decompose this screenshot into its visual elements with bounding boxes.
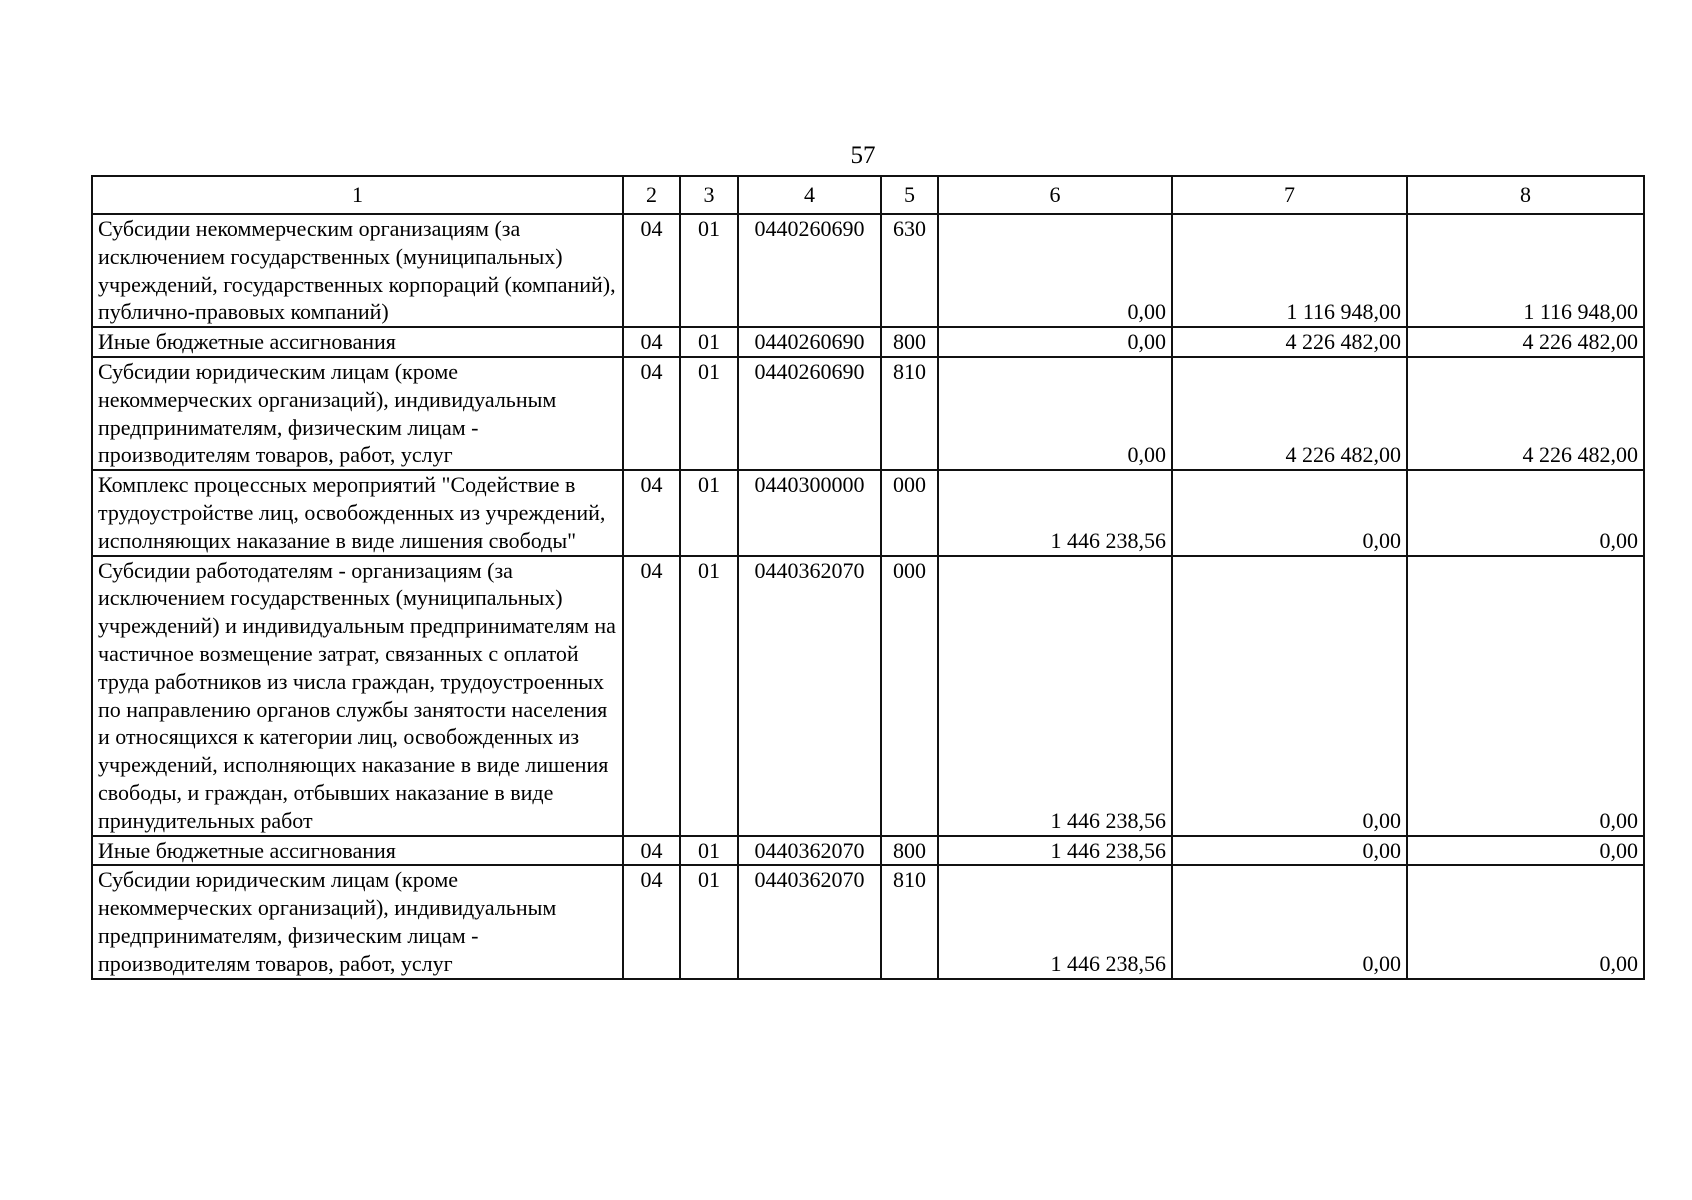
section-code: 01 — [680, 357, 738, 470]
amount-col8: 4 226 482,00 — [1407, 327, 1644, 357]
amount-col8: 0,00 — [1407, 836, 1644, 866]
amount-col8: 1 116 948,00 — [1407, 214, 1644, 327]
column-header-3: 3 — [680, 176, 738, 214]
row-name: Иные бюджетные ассигнования — [92, 327, 623, 357]
row-name: Субсидии юридическим лицам (кроме некоммерческих организаций), индивидуальным предпринимателям, физическим лицам - производителям товаров, работ, услуг — [92, 865, 623, 978]
expense-type-code: 000 — [881, 470, 938, 555]
row-name: Субсидии некоммерческим организациям (за исключением государственных (муниципальных) учреждений, государственных корпораций (компаний), публично-правовых компаний) — [92, 214, 623, 327]
ministry-code: 04 — [623, 327, 680, 357]
amount-col7: 4 226 482,00 — [1172, 357, 1407, 470]
ministry-code: 04 — [623, 470, 680, 555]
row-name: Комплекс процессных мероприятий "Содействие в трудоустройстве лиц, освобожденных из учреждений, исполняющих наказание в виде лишения свободы" — [92, 470, 623, 555]
target-article-code: 0440362070 — [738, 836, 881, 866]
amount-col7: 4 226 482,00 — [1172, 327, 1407, 357]
column-header-7: 7 — [1172, 176, 1407, 214]
amount-col6: 1 446 238,56 — [938, 470, 1172, 555]
target-article-code: 0440260690 — [738, 327, 881, 357]
table-row — [92, 357, 1644, 470]
ministry-code: 04 — [623, 357, 680, 470]
section-code: 01 — [680, 327, 738, 357]
section-code: 01 — [680, 836, 738, 866]
expense-type-code: 810 — [881, 357, 938, 470]
target-article-code: 0440362070 — [738, 865, 881, 978]
column-header-2: 2 — [623, 176, 680, 214]
table-row — [92, 865, 1644, 978]
target-article-code: 0440362070 — [738, 556, 881, 836]
row-name: Субсидии юридическим лицам (кроме некоммерческих организаций), индивидуальным предпринимателям, физическим лицам - производителям товаров, работ, услуг — [92, 357, 623, 470]
table-row — [92, 327, 1644, 357]
expense-type-code: 810 — [881, 865, 938, 978]
amount-col6: 0,00 — [938, 357, 1172, 470]
column-header-6: 6 — [938, 176, 1172, 214]
expense-type-code: 800 — [881, 327, 938, 357]
ministry-code: 04 — [623, 836, 680, 866]
column-header-8: 8 — [1407, 176, 1644, 214]
row-name: Субсидии работодателям - организациям (за исключением государственных (муниципальных) учреждений) и индивидуальным предпринимателям на частичное возмещение затрат, связанных с оплатой труда работников из числа граждан, трудоустроенных по направлению органов службы занятости населения и относящихся к категории лиц, освобожденных из учреждений, исполняющих наказание в виде лишения свободы, и граждан, отбывших наказание в виде принудительных работ — [92, 556, 623, 836]
amount-col7: 0,00 — [1172, 470, 1407, 555]
header-row — [92, 176, 1644, 214]
ministry-code: 04 — [623, 865, 680, 978]
amount-col8: 0,00 — [1407, 865, 1644, 978]
expense-type-code: 000 — [881, 556, 938, 836]
ministry-code: 04 — [623, 214, 680, 327]
page-number: 57 — [850, 142, 876, 169]
amount-col6: 0,00 — [938, 214, 1172, 327]
section-code: 01 — [680, 865, 738, 978]
target-article-code: 0440260690 — [738, 214, 881, 327]
amount-col6: 1 446 238,56 — [938, 836, 1172, 866]
amount-col6: 1 446 238,56 — [938, 556, 1172, 836]
expense-type-code: 630 — [881, 214, 938, 327]
amount-col8: 0,00 — [1407, 556, 1644, 836]
ministry-code: 04 — [623, 556, 680, 836]
column-header-4: 4 — [738, 176, 881, 214]
target-article-code: 0440300000 — [738, 470, 881, 555]
table-row — [92, 214, 1644, 327]
table-row — [92, 470, 1644, 555]
target-article-code: 0440260690 — [738, 357, 881, 470]
amount-col6: 1 446 238,56 — [938, 865, 1172, 978]
expense-type-code: 800 — [881, 836, 938, 866]
section-code: 01 — [680, 214, 738, 327]
amount-col7: 0,00 — [1172, 556, 1407, 836]
row-name: Иные бюджетные ассигнования — [92, 836, 623, 866]
amount-col6: 0,00 — [938, 327, 1172, 357]
amount-col7: 0,00 — [1172, 836, 1407, 866]
budget-table — [91, 175, 1645, 980]
section-code: 01 — [680, 556, 738, 836]
table-row — [92, 836, 1644, 866]
column-header-5: 5 — [881, 176, 938, 214]
column-header-1: 1 — [92, 176, 623, 214]
amount-col8: 4 226 482,00 — [1407, 357, 1644, 470]
amount-col7: 1 116 948,00 — [1172, 214, 1407, 327]
section-code: 01 — [680, 470, 738, 555]
amount-col7: 0,00 — [1172, 865, 1407, 978]
amount-col8: 0,00 — [1407, 470, 1644, 555]
table-row — [92, 556, 1644, 836]
